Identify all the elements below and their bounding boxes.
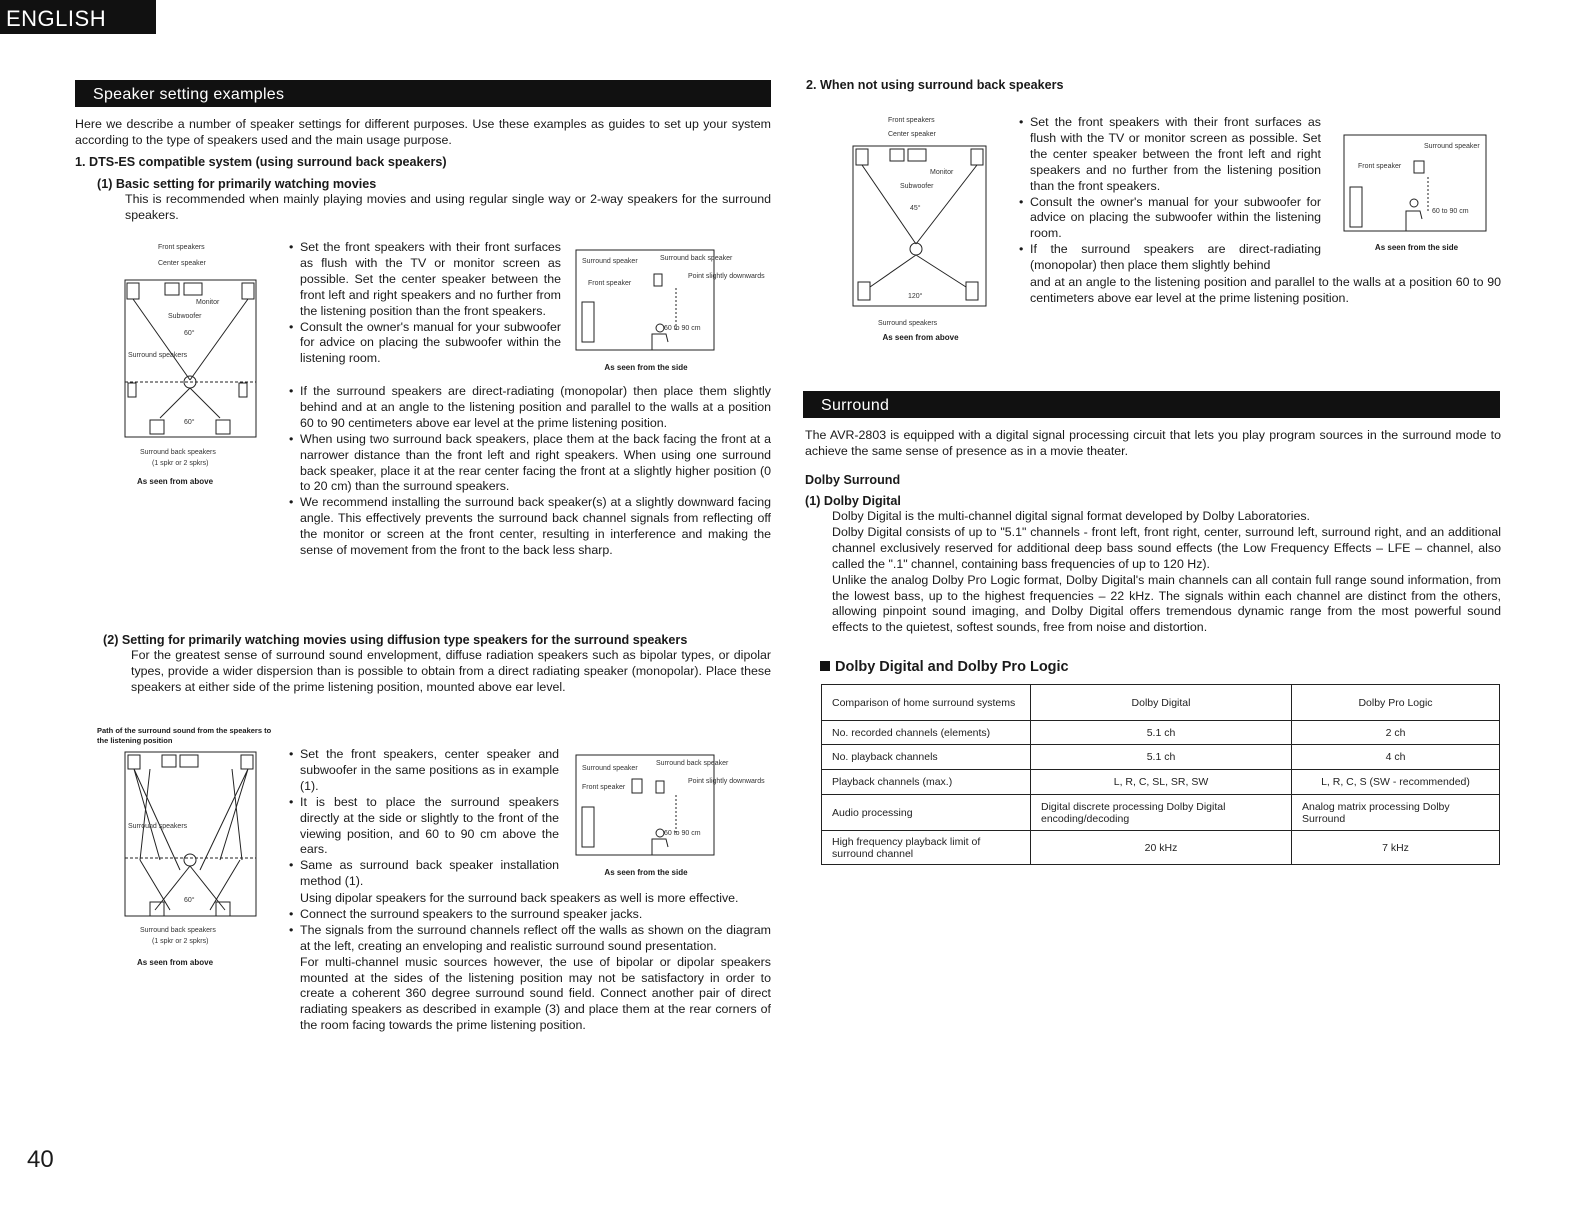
- label-height: 60 to 90 cm: [1432, 208, 1469, 215]
- square-bullet-icon: [820, 661, 830, 671]
- bullet-item: • If the surround speakers are direct-radiating (monopolar) then place them slightly behind and at an angle to the listening position and parallel to the walls at a position 60 to 90 centimeters above ear level at the prime listening position.: [289, 384, 771, 432]
- path-label: Path of the surround sound from the speakers to the listening position: [97, 726, 272, 745]
- label-front-speakers: Front speakers: [158, 244, 205, 251]
- intro-paragraph: Here we describe a number of speaker settings for different purposes. Use these examples as guides to set up your system according to the type of speakers used and the main usage purpose.: [75, 117, 771, 147]
- s1-bullet-list-narrow: [289, 240, 561, 367]
- diagram-diffusion-top-view: [120, 750, 260, 970]
- label-back-count: (1 spkr or 2 spkrs): [152, 460, 209, 467]
- table-row: [822, 831, 1500, 865]
- table-cell: No. recorded channels (elements): [822, 721, 1031, 745]
- table-cell: Audio processing: [822, 795, 1031, 831]
- label-center-speaker: Center speaker: [158, 260, 206, 267]
- caption-above-1: As seen from above: [136, 477, 214, 486]
- s1-bullet-list-wide: [289, 384, 771, 559]
- label-front-speakers: Front speakers: [888, 117, 935, 124]
- heading-dolby-digital: (1) Dolby Digital: [805, 494, 901, 508]
- page-number: 40: [27, 1146, 54, 1173]
- label-subwoofer: Subwoofer: [168, 313, 202, 320]
- table-cell: 5.1 ch: [1031, 745, 1292, 770]
- dipolar-note: Using dipolar speakers for the surround back speakers as well is more effective.: [300, 891, 739, 905]
- label-surround-speakers: Surround speakers: [128, 352, 188, 359]
- table-header-cell: Dolby Pro Logic: [1292, 685, 1500, 721]
- label-angle-60: 60°: [184, 897, 195, 904]
- table-cell: Playback channels (max.): [822, 770, 1031, 795]
- bullet-item: • Connect the surround speakers to the surround speaker jacks.: [289, 907, 771, 923]
- table-cell: 5.1 ch: [1031, 721, 1292, 745]
- table-cell: Digital discrete processing Dolby Digital encoding/decoding: [1031, 795, 1292, 831]
- bullet-item: • Set the front speakers with their front surfaces as flush with the TV or monitor screen as possible. Set the center speaker between the front left and right speakers and no further from the listening position than the front speakers.: [289, 240, 561, 320]
- bullet-item: • Set the front speakers with their front surfaces as flush with the TV or monitor screen as possible. Set the center speaker between the front left and right speakers and no further from the listening position than the front speakers.: [1019, 115, 1321, 195]
- dd-paragraph-3: Unlike the analog Dolby Pro Logic format, Dolby Digital's main channels can all contain full range sound information, from the lowest bass, up to the highest frequencies – 22 kHz. The signals within each channel are distinct from the others, allowing pinpoint sound imaging, and Dolby Digital offers tremendous dynamic range from the most powerful sound effects to the quietest, softest sounds, free from noise and distortion.: [832, 572, 1501, 635]
- diffusion-intro: For the greatest sense of surround sound envelopment, diffuse radiation speakers such as bipolar types, or dipolar types, provide a wider dispersion than is possible to obtain from a direct radiating speaker (monopolar). Place these speakers at either side of the prime listening position, mounted above ear level.: [131, 648, 771, 694]
- language-tab: ENGLISH: [0, 0, 156, 34]
- caption-side-2: As seen from the side: [604, 868, 688, 877]
- bullet-item: • If the surround speakers are direct-radiating (monopolar) then place them slightly behind: [1019, 242, 1321, 274]
- label-monitor: Monitor: [196, 299, 220, 306]
- label-center-speaker: Center speaker: [888, 131, 936, 138]
- table-heading: [820, 659, 1069, 675]
- bullet-item: • The signals from the surround channels reflect off the walls as shown on the diagram at the left, creating an enveloping and realistic surround sound presentation.: [289, 923, 771, 955]
- label-front: Front speaker: [588, 280, 632, 287]
- label-monitor: Monitor: [930, 169, 954, 176]
- heading-dolby-surround: Dolby Surround: [805, 473, 901, 487]
- surround-intro: The AVR-2803 is equipped with a digital signal processing circuit that lets you play program sources in the surround mode to achieve the same sense of presence as in a movie theater.: [805, 428, 1501, 458]
- label-surround-back: Surround back speaker: [660, 255, 733, 262]
- diagram-no-back-side-view: [1344, 135, 1489, 245]
- label-height: 60 to 90 cm: [664, 325, 701, 332]
- table-cell: 20 kHz: [1031, 831, 1292, 865]
- table-cell: No. playback channels: [822, 745, 1031, 770]
- heading-dts-es: 1. DTS-ES compatible system (using surround back speakers): [75, 155, 447, 169]
- label-surround-back: Surround back speakers: [140, 927, 216, 934]
- table-row: [822, 721, 1500, 745]
- table-header-cell: Dolby Digital: [1031, 685, 1292, 721]
- table-cell: High frequency playback limit of surround channel: [822, 831, 1031, 865]
- label-angle-60-back: 60°: [184, 419, 195, 426]
- heading-diffusion: (2) Setting for primarily watching movies using diffusion type speakers for the surround speakers: [103, 633, 688, 647]
- table-cell: 2 ch: [1292, 721, 1500, 745]
- table-cell: 7 kHz: [1292, 831, 1500, 865]
- label-front: Front speaker: [1358, 163, 1402, 170]
- section-title-surround: Surround: [803, 391, 1500, 418]
- table-row: [822, 795, 1500, 831]
- diagram-dts-top-view: [120, 240, 260, 490]
- label-surround: Surround speaker: [582, 765, 638, 772]
- bullet-item: • We recommend installing the surround back speaker(s) at a slightly downward facing angle. This effectively prevents the surround back channel signals from reflecting off the monitor or screen at the front center, resulting in interference and making the sense of movement from the front to the back less sharp.: [289, 495, 771, 559]
- heading-no-back: 2. When not using surround back speakers: [806, 78, 1064, 92]
- label-point-down: Point slightly downwards: [688, 778, 765, 785]
- table-cell: L, R, C, S (SW - recommended): [1292, 770, 1500, 795]
- label-surround-speakers: Surround speakers: [878, 320, 938, 327]
- bullet-item: • It is best to place the surround speakers directly at the side or slightly to the front of the viewing position, and 60 to 90 cm above the ears.: [289, 795, 559, 859]
- diagram-diffusion-side-view: [576, 755, 765, 865]
- label-point-down: Point slightly downwards: [688, 273, 765, 280]
- bullet-item: • Consult the owner's manual for your subwoofer for advice on placing the subwoofer within the listening room.: [289, 320, 561, 368]
- bullet-item: • Consult the owner's manual for your subwoofer for advice on placing the subwoofer within the listening room.: [1019, 195, 1321, 243]
- basic-setting-intro: This is recommended when mainly playing movies and using regular single way or 2-way speakers for the surround speakers.: [125, 192, 771, 222]
- diagram-dts-side-view: [576, 250, 765, 360]
- table-row: [822, 745, 1500, 770]
- bullet-item: • When using two surround back speakers, place them at the back facing the front at a narrower distance than the front left and right speakers. When using one surround back speaker, place it at the rear center facing the front at a slightly higher position (0 to 20 cm) than the surround speakers.: [289, 432, 771, 496]
- dolby-digital-text: [832, 509, 1501, 636]
- table-heading-text: Dolby Digital and Dolby Pro Logic: [835, 659, 1069, 675]
- table-cell: 4 ch: [1292, 745, 1500, 770]
- diagram-no-back-top-view: [848, 112, 993, 337]
- label-surround: Surround speaker: [582, 258, 638, 265]
- label-subwoofer: Subwoofer: [900, 183, 934, 190]
- table-header-row: [822, 685, 1500, 721]
- dd-paragraph-1: Dolby Digital is the multi-channel digital signal format developed by Dolby Laboratories.: [832, 509, 1310, 523]
- label-surround-back: Surround back speakers: [140, 449, 216, 456]
- bullet-3-continuation: and at an angle to the listening position and parallel to the walls at a position 60 to 90 centimeters above ear level at the prime listening position.: [1030, 275, 1501, 305]
- bullet-item: • Set the front speakers, center speaker and subwoofer in the same positions as in example (1).: [289, 747, 559, 795]
- caption-side-1: As seen from the side: [604, 363, 688, 372]
- label-surround-speakers: Surround speakers: [128, 823, 188, 830]
- bullet-item: • Same as surround back speaker installation method (1).: [289, 858, 559, 890]
- caption-above-2: As seen from above: [136, 958, 214, 967]
- table-row: [822, 770, 1500, 795]
- label-surround-back: Surround back speaker: [656, 760, 729, 767]
- label-height: 60 to 90 cm: [664, 830, 701, 837]
- multichannel-note: For multi-channel music sources however, the use of bipolar or dipolar speakers mounted at the sides of the listening position may not be satisfactory in order to create a coherent 360 degree surround sound field. Connect another pair of direct radiating speakers as described in example (3) and place them at the rear corners of the room facing towards the prime listening position.: [300, 954, 771, 1033]
- right-bullet-list: [1019, 115, 1321, 274]
- section-title-speaker-setting: Speaker setting examples: [75, 80, 771, 107]
- label-back-count: (1 spkr or 2 spkrs): [152, 938, 209, 945]
- label-surround: Surround speaker: [1424, 143, 1480, 150]
- heading-basic-setting: (1) Basic setting for primarily watching movies: [97, 177, 377, 191]
- caption-above-3: As seen from above: [882, 333, 959, 342]
- comparison-table: [821, 684, 1500, 865]
- label-front: Front speaker: [582, 784, 626, 791]
- table-header-cell: Comparison of home surround systems: [822, 685, 1031, 721]
- label-angle-120: 120°: [908, 293, 923, 300]
- table-cell: L, R, C, SL, SR, SW: [1031, 770, 1292, 795]
- caption-side-3: As seen from the side: [1374, 243, 1459, 252]
- label-angle-60-front: 60°: [184, 330, 195, 337]
- s2-text-wide: [289, 891, 771, 1034]
- s2-bullet-list-narrow: [289, 747, 559, 890]
- label-angle-45: 45°: [910, 205, 921, 212]
- dd-paragraph-2: Dolby Digital consists of up to "5.1" channels - front left, front right, center, surround left, surround right, and an additional channel exclusively reserved for additional deep bass sound effects (the Low Frequency Effects – LFE – channel, also called the ".1" channel, containing bass frequencies of up to 120 Hz).: [832, 524, 1501, 571]
- table-cell: Analog matrix processing Dolby Surround: [1292, 795, 1500, 831]
